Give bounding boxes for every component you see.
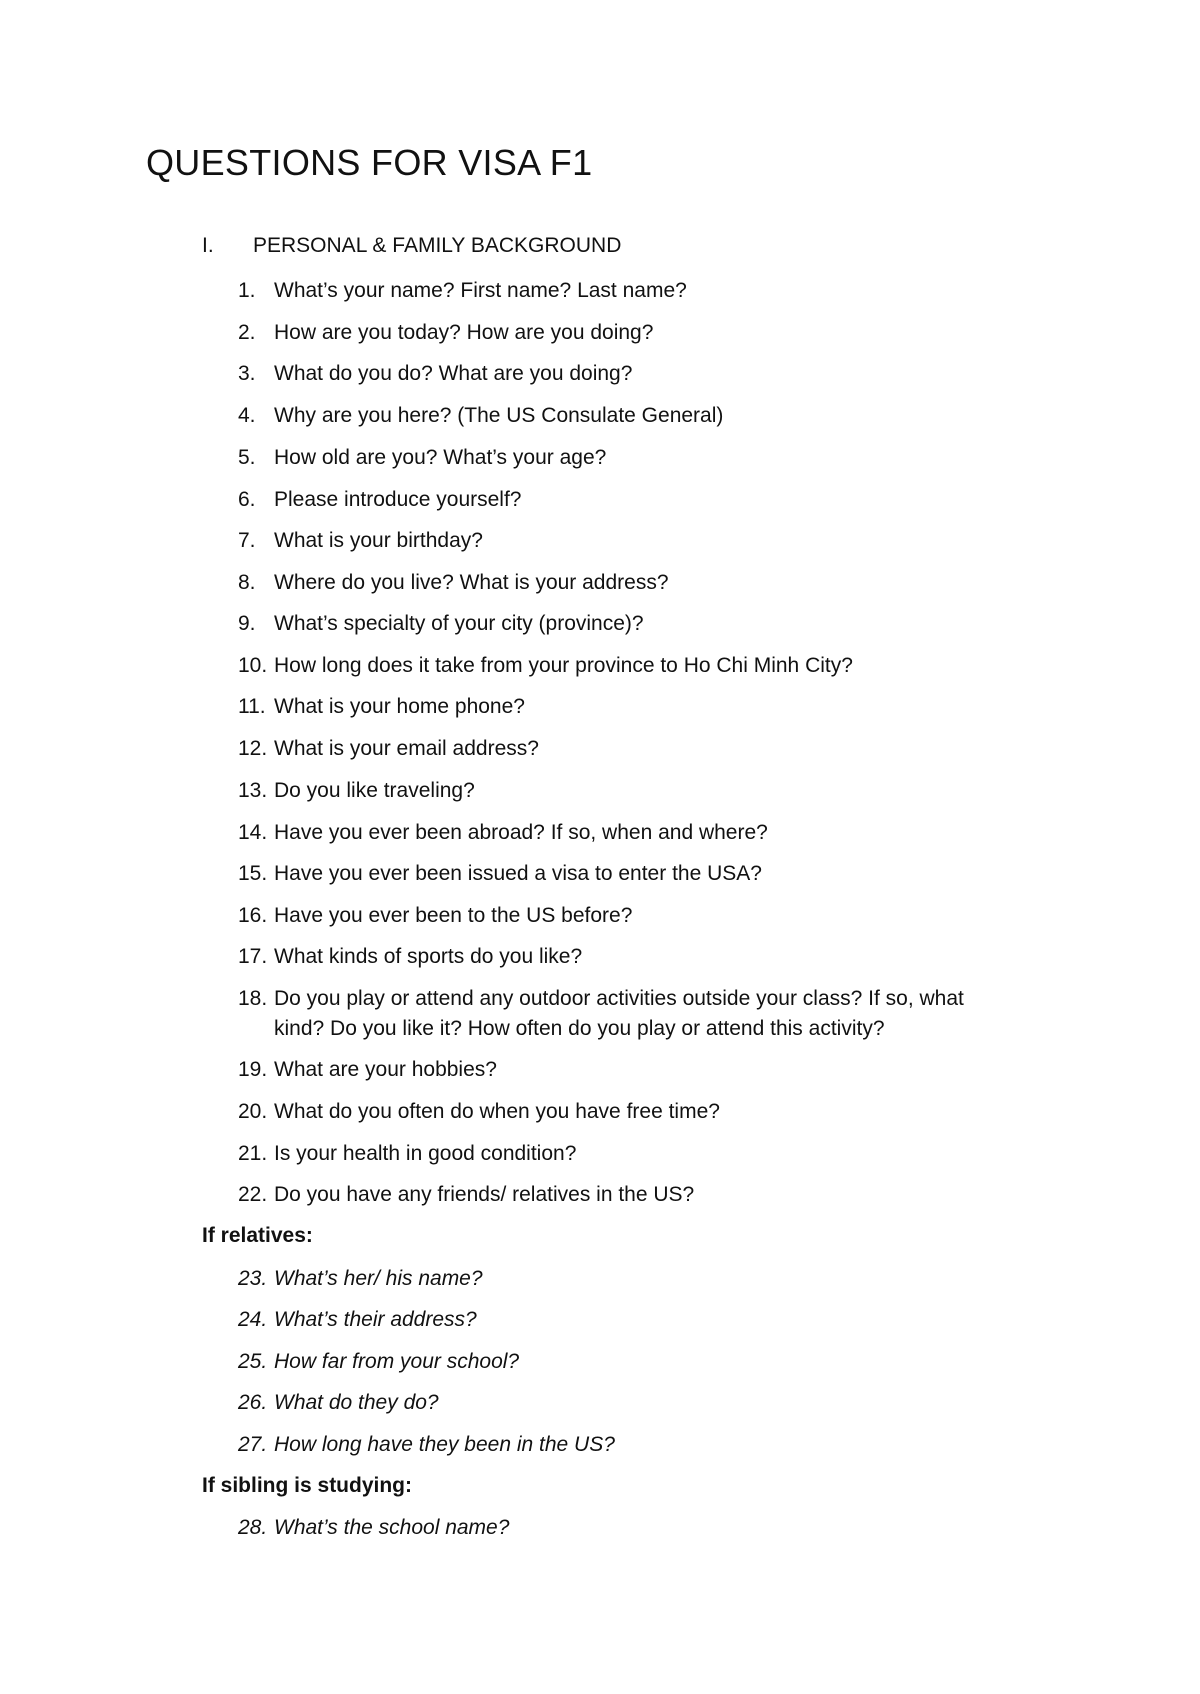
question-text: What’s your name? First name? Last name? bbox=[274, 279, 687, 302]
question-text: Do you have any friends/ relatives in the US? bbox=[274, 1183, 695, 1206]
question-number: 28. bbox=[238, 1516, 268, 1539]
question-number: 9. bbox=[238, 612, 256, 635]
section-heading-text: PERSONAL & FAMILY BACKGROUND bbox=[253, 234, 622, 257]
question-text: Have you ever been issued a visa to enter the USA? bbox=[274, 862, 762, 885]
question-text: What do you do? What are you doing? bbox=[274, 362, 633, 385]
question-text: Have you ever been to the US before? bbox=[274, 904, 633, 927]
question-text: How long does it take from your province to Ho Chi Minh City? bbox=[274, 654, 853, 677]
question-number: 27. bbox=[238, 1433, 268, 1456]
question-number: 12. bbox=[238, 737, 268, 760]
question-text: What’s the school name? bbox=[274, 1516, 510, 1539]
question-number: 17. bbox=[238, 945, 268, 968]
question-text: What is your email address? bbox=[274, 737, 539, 760]
question-number: 21. bbox=[238, 1142, 268, 1165]
question-number: 22. bbox=[238, 1183, 268, 1206]
question-text: Have you ever been abroad? If so, when and where? bbox=[274, 821, 768, 844]
document-title: QUESTIONS FOR VISA F1 bbox=[146, 142, 593, 183]
question-number: 8. bbox=[238, 571, 256, 594]
question-text: Please introduce yourself? bbox=[274, 488, 522, 511]
question-text: How are you today? How are you doing? bbox=[274, 321, 654, 344]
question-number: 14. bbox=[238, 821, 268, 844]
question-number: 2. bbox=[238, 321, 256, 344]
question-number: 7. bbox=[238, 529, 256, 552]
question-number: 6. bbox=[238, 488, 256, 511]
question-text: Is your health in good condition? bbox=[274, 1142, 577, 1165]
question-text: What’s their address? bbox=[274, 1308, 477, 1331]
question-number: 24. bbox=[238, 1308, 268, 1331]
question-number: 11. bbox=[238, 695, 266, 718]
sibling-heading: If sibling is studying: bbox=[202, 1474, 412, 1497]
question-number: 5. bbox=[238, 446, 256, 469]
question-number: 3. bbox=[238, 362, 256, 385]
question-number: 18. bbox=[238, 987, 268, 1010]
question-number: 15. bbox=[238, 862, 268, 885]
question-text: How far from your school? bbox=[274, 1350, 520, 1373]
question-text: Why are you here? (The US Consulate General) bbox=[274, 404, 724, 427]
question-number: 23. bbox=[238, 1267, 268, 1290]
section-numeral: I. bbox=[202, 234, 214, 257]
question-text: Do you play or attend any outdoor activities outside your class? If so, what kind? Do you like it? How often do you play or attend this activity? bbox=[274, 987, 964, 1040]
question-text: How long have they been in the US? bbox=[274, 1433, 615, 1456]
question-number: 20. bbox=[238, 1100, 268, 1123]
list-item bbox=[238, 1513, 1038, 1543]
question-text: What is your birthday? bbox=[274, 529, 483, 552]
question-number: 10. bbox=[238, 654, 268, 677]
question-number: 13. bbox=[238, 779, 268, 802]
question-text: What’s specialty of your city (province)? bbox=[274, 612, 644, 635]
question-text: What do they do? bbox=[274, 1391, 439, 1414]
question-text: Where do you live? What is your address? bbox=[274, 571, 669, 594]
question-number: 19. bbox=[238, 1058, 268, 1081]
question-number: 1. bbox=[238, 279, 256, 302]
relatives-heading: If relatives: bbox=[202, 1224, 313, 1247]
question-text: What are your hobbies? bbox=[274, 1058, 497, 1081]
question-text: Do you like traveling? bbox=[274, 779, 475, 802]
question-text: What’s her/ his name? bbox=[274, 1267, 483, 1290]
question-text: What kinds of sports do you like? bbox=[274, 945, 583, 968]
question-text: What do you often do when you have free time? bbox=[274, 1100, 720, 1123]
question-number: 4. bbox=[238, 404, 256, 427]
question-number: 25. bbox=[238, 1350, 268, 1373]
question-text: What is your home phone? bbox=[274, 695, 525, 718]
question-number: 16. bbox=[238, 904, 268, 927]
question-number: 26. bbox=[238, 1391, 268, 1414]
question-text: How old are you? What’s your age? bbox=[274, 446, 607, 469]
